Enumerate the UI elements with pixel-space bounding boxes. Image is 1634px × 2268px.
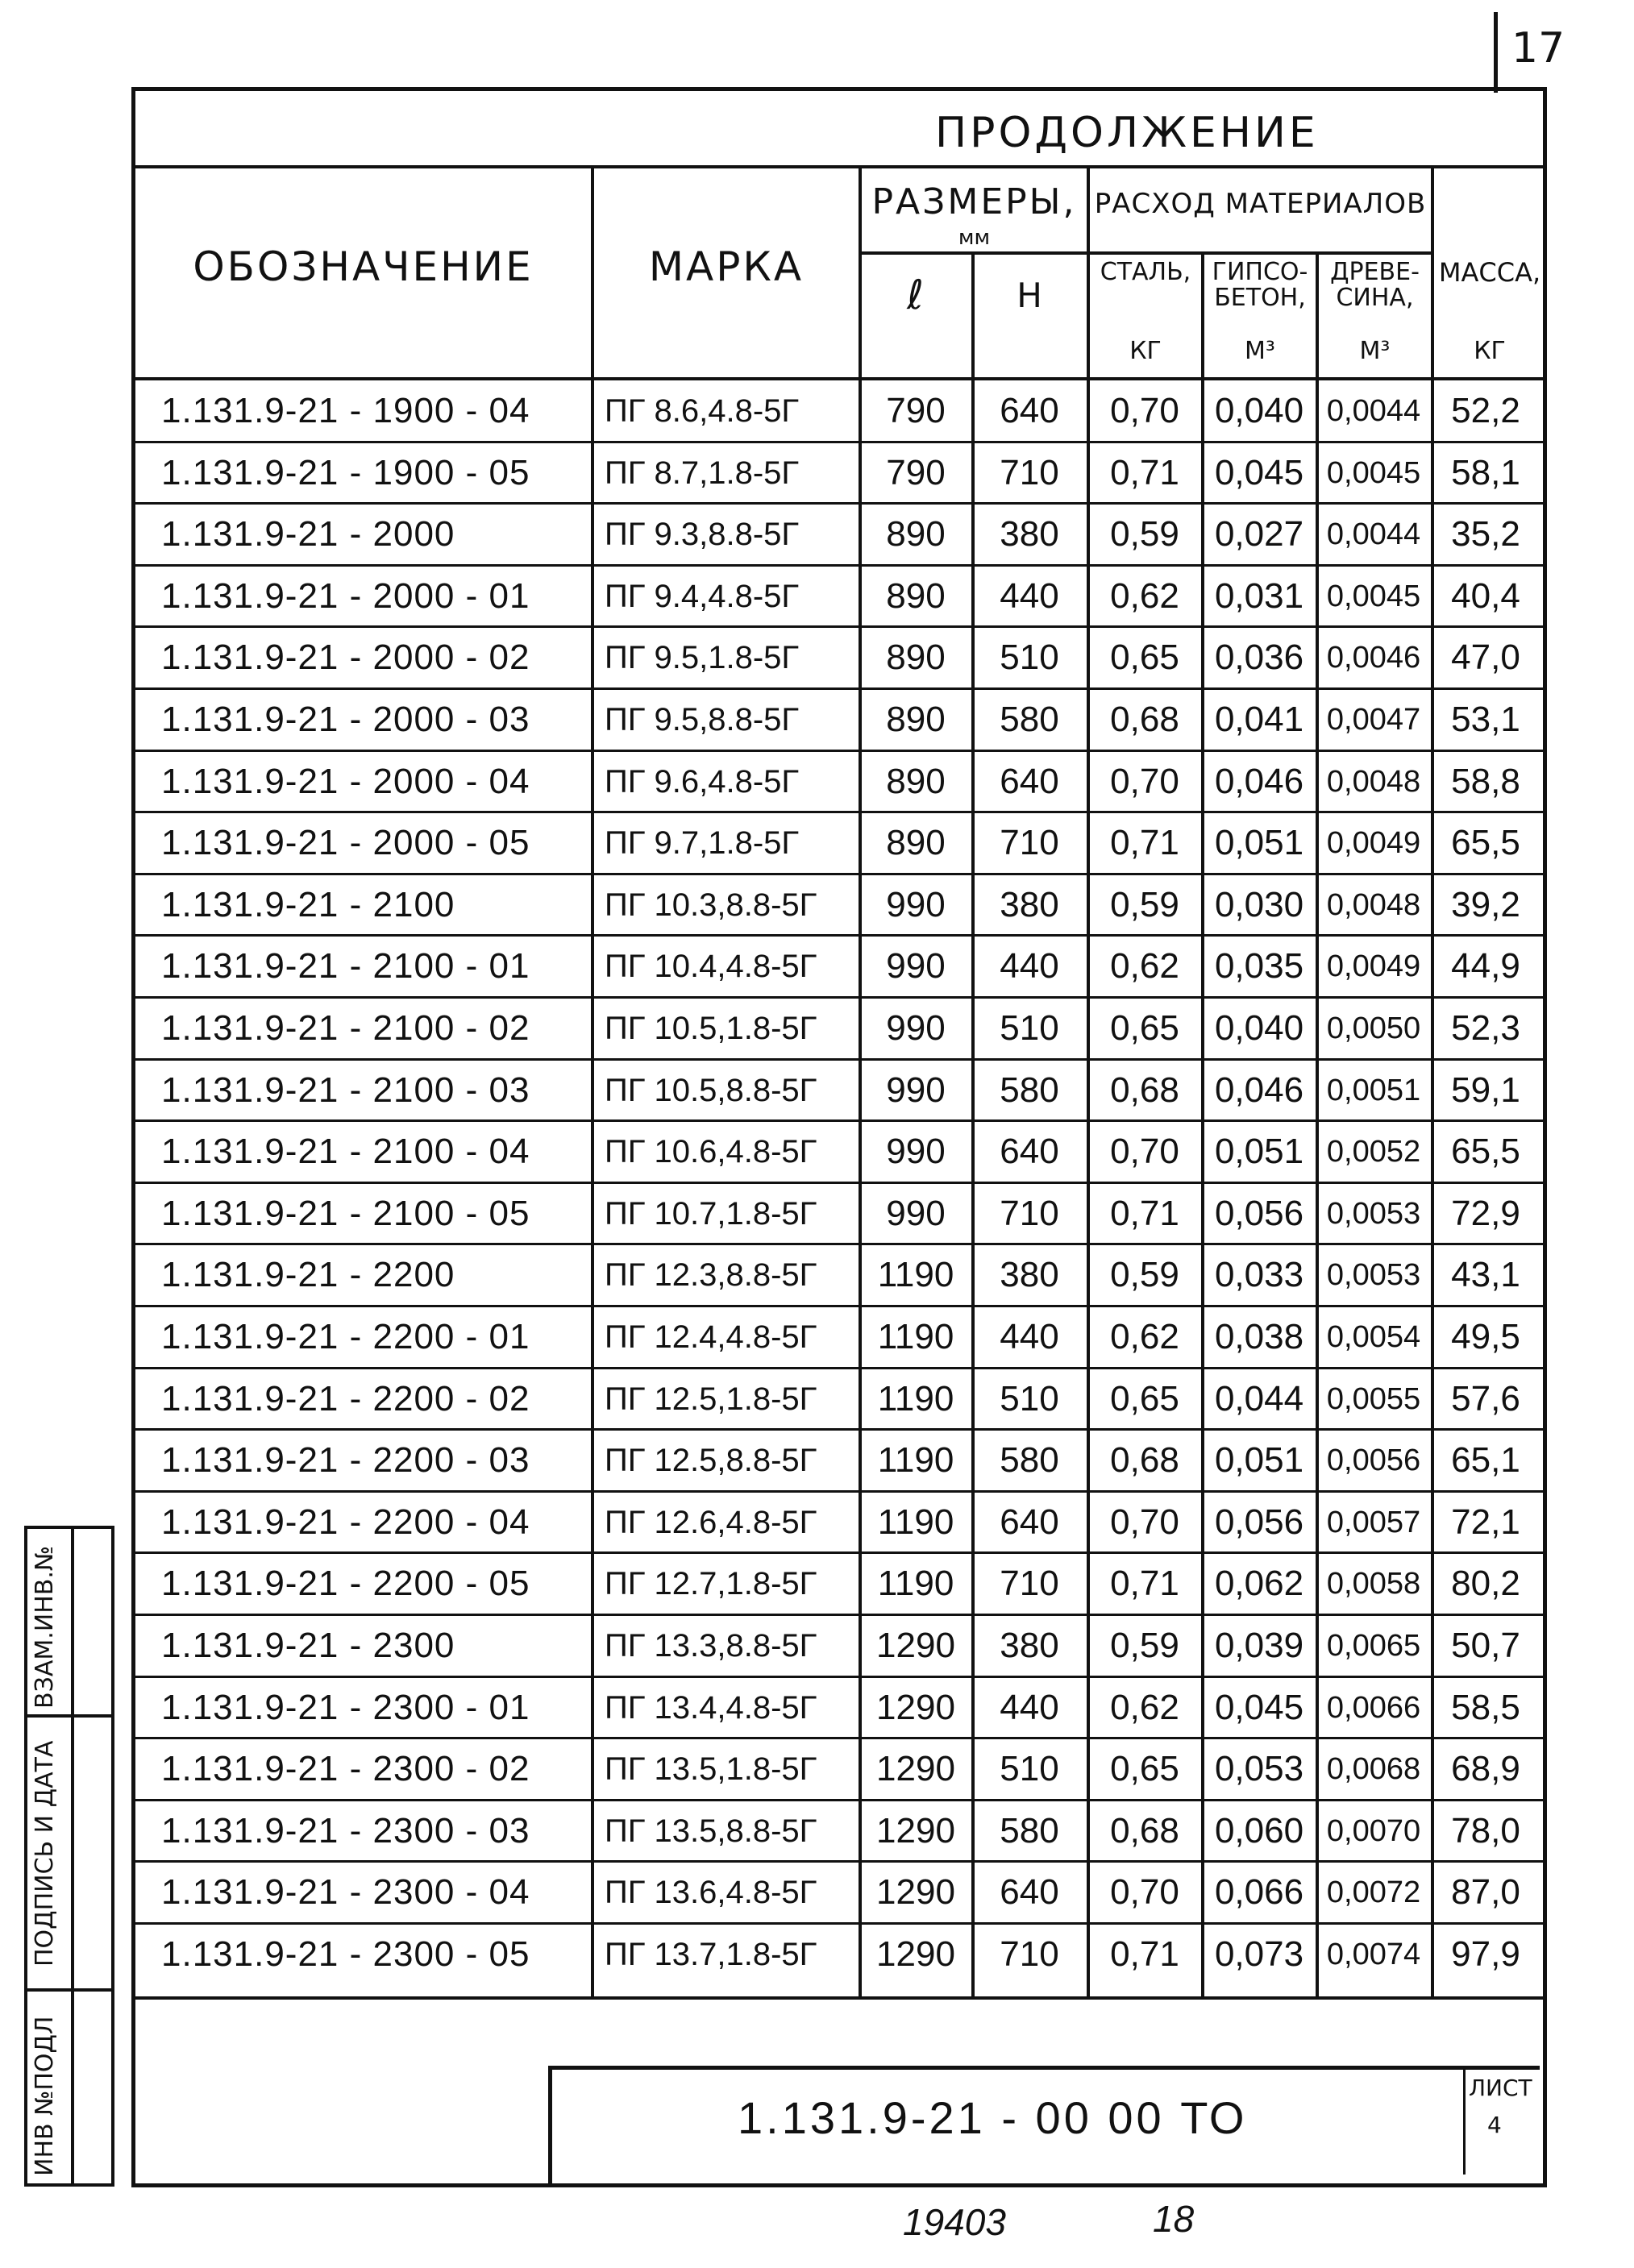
cell-mark: ПГ 10.3,8.8-5Г [605, 887, 817, 923]
cell-l: 1190 [877, 1255, 954, 1294]
row-divider [131, 1614, 1547, 1616]
cell-steel: 0,68 [1110, 1070, 1179, 1110]
header-top-line [131, 165, 1547, 168]
row-divider [131, 625, 1547, 628]
cell-gypsum: 0,046 [1214, 1070, 1304, 1110]
cell-mark: ПГ 12.4,4.8-5Г [605, 1319, 817, 1355]
header-steel: СТАЛЬ, [1100, 258, 1191, 286]
cell-l: 990 [886, 946, 946, 986]
cell-steel: 0,62 [1110, 946, 1179, 986]
cell-l: 1290 [876, 1626, 955, 1665]
row-divider [131, 750, 1547, 752]
cell-mass: 68,9 [1451, 1749, 1520, 1788]
col-line-wood [1316, 251, 1319, 1996]
cell-h: 440 [1000, 946, 1059, 986]
cell-gypsum: 0,033 [1214, 1255, 1304, 1294]
cell-steel: 0,70 [1110, 1872, 1179, 1912]
cell-gypsum: 0,073 [1214, 1934, 1304, 1974]
cell-l: 1290 [876, 1688, 955, 1727]
cell-steel: 0,65 [1110, 638, 1179, 677]
cell-mark: ПГ 8.7,1.8-5Г [605, 455, 800, 491]
cell-l: 1190 [877, 1379, 954, 1419]
cell-mark: ПГ 13.6,4.8-5Г [605, 1875, 817, 1910]
row-divider [131, 441, 1547, 443]
cell-gypsum: 0,062 [1214, 1564, 1304, 1603]
header-designation: ОБОЗНАЧЕНИЕ [193, 243, 534, 290]
cell-h: 710 [1000, 453, 1059, 492]
cell-h: 640 [1000, 1872, 1059, 1912]
cell-steel: 0,70 [1110, 1502, 1179, 1542]
cell-wood: 0,0066 [1326, 1691, 1421, 1725]
cell-steel: 0,70 [1110, 762, 1179, 801]
cell-code: 1.131.9-21 - 2100 - 03 [161, 1070, 530, 1110]
cell-h: 580 [1000, 700, 1059, 739]
cell-code: 1.131.9-21 - 2000 - 05 [161, 823, 530, 862]
cell-steel: 0,71 [1110, 1934, 1179, 1974]
cell-mark: ПГ 10.4,4.8-5Г [605, 949, 817, 984]
header-dimensions-unit: мм [958, 226, 991, 250]
cell-mark: ПГ 10.5,8.8-5Г [605, 1073, 817, 1108]
cell-gypsum: 0,039 [1214, 1626, 1304, 1665]
row-divider [131, 1860, 1547, 1863]
cell-l: 990 [886, 1008, 946, 1048]
row-divider [131, 687, 1547, 690]
cell-wood: 0,0068 [1326, 1752, 1421, 1786]
cell-mass: 39,2 [1451, 885, 1520, 924]
row-divider [131, 1367, 1547, 1369]
cell-gypsum: 0,051 [1214, 1440, 1304, 1480]
cell-steel: 0,70 [1110, 391, 1179, 430]
cell-steel: 0,62 [1110, 1688, 1179, 1727]
cell-gypsum: 0,046 [1214, 762, 1304, 801]
cell-wood: 0,0044 [1326, 394, 1421, 428]
cell-l: 890 [886, 576, 946, 616]
header-dimensions: РАЗМЕРЫ, [871, 181, 1077, 222]
side-divider-1 [24, 1714, 114, 1718]
cell-mass: 43,1 [1451, 1255, 1520, 1294]
cell-steel: 0,65 [1110, 1379, 1179, 1419]
cell-h: 510 [1000, 1008, 1059, 1048]
cell-wood: 0,0044 [1326, 517, 1421, 551]
cell-steel: 0,59 [1110, 1626, 1179, 1665]
sheet-number: 4 [1487, 2112, 1502, 2138]
cell-h: 580 [1000, 1070, 1059, 1110]
cell-code: 1.131.9-21 - 2300 [161, 1626, 455, 1665]
cell-wood: 0,0053 [1326, 1197, 1421, 1231]
cell-code: 1.131.9-21 - 2300 - 02 [161, 1749, 530, 1788]
cell-mass: 78,0 [1451, 1811, 1520, 1851]
cell-mass: 52,2 [1451, 391, 1520, 430]
cell-steel: 0,71 [1110, 1194, 1179, 1233]
cell-mass: 65,1 [1451, 1440, 1520, 1480]
side-divider-2 [24, 1988, 114, 1992]
cell-steel: 0,62 [1110, 1317, 1179, 1356]
cell-wood: 0,0056 [1326, 1443, 1421, 1477]
cell-mass: 97,9 [1451, 1934, 1520, 1974]
cell-wood: 0,0046 [1326, 641, 1421, 675]
cell-code: 1.131.9-21 - 2100 - 02 [161, 1008, 530, 1048]
cell-wood: 0,0051 [1326, 1074, 1421, 1107]
cell-mark: ПГ 12.5,8.8-5Г [605, 1443, 817, 1478]
col-line-steel [1087, 165, 1090, 1996]
cell-l: 1290 [876, 1934, 955, 1974]
cell-steel: 0,65 [1110, 1749, 1179, 1788]
cell-mark: ПГ 13.5,8.8-5Г [605, 1813, 817, 1849]
cell-l: 990 [886, 1194, 946, 1233]
row-divider [131, 873, 1547, 875]
cell-wood: 0,0047 [1326, 703, 1421, 737]
cell-h: 510 [1000, 1379, 1059, 1419]
archive-number: 19403 [903, 2201, 1006, 2243]
cell-code: 1.131.9-21 - 2000 - 02 [161, 638, 530, 677]
header-dim-l: ℓ [907, 272, 926, 318]
cell-code: 1.131.9-21 - 2200 - 03 [161, 1440, 530, 1480]
cell-l: 790 [886, 453, 946, 492]
cell-l: 1190 [877, 1502, 954, 1542]
cell-wood: 0,0048 [1326, 888, 1421, 922]
header-gypsum: ГИПСО-БЕТОН, [1212, 258, 1308, 312]
cell-code: 1.131.9-21 - 2300 - 03 [161, 1811, 530, 1851]
cell-h: 510 [1000, 1749, 1059, 1788]
cell-mark: ПГ 9.7,1.8-5Г [605, 825, 800, 861]
row-divider [131, 811, 1547, 813]
col-line-l [859, 165, 862, 1996]
cell-gypsum: 0,066 [1214, 1872, 1304, 1912]
cell-code: 1.131.9-21 - 2200 - 05 [161, 1564, 530, 1603]
cell-l: 890 [886, 823, 946, 862]
cell-gypsum: 0,045 [1214, 1688, 1304, 1727]
cell-h: 640 [1000, 762, 1059, 801]
row-divider [131, 996, 1547, 999]
cell-mark: ПГ 9.5,8.8-5Г [605, 702, 800, 737]
cell-wood: 0,0055 [1326, 1382, 1421, 1416]
cell-h: 440 [1000, 1317, 1059, 1356]
cell-mass: 50,7 [1451, 1626, 1520, 1665]
cell-mass: 65,5 [1451, 1132, 1520, 1171]
cell-l: 990 [886, 885, 946, 924]
cell-code: 1.131.9-21 - 2100 - 01 [161, 946, 530, 986]
row-divider [131, 934, 1547, 937]
cell-mass: 58,5 [1451, 1688, 1520, 1727]
cell-code: 1.131.9-21 - 2000 - 03 [161, 700, 530, 739]
cell-mark: ПГ 13.5,1.8-5Г [605, 1751, 817, 1787]
cell-mass: 72,1 [1451, 1502, 1520, 1542]
cell-mark: ПГ 8.6,4.8-5Г [605, 393, 800, 429]
cell-mark: ПГ 9.6,4.8-5Г [605, 764, 800, 800]
cell-gypsum: 0,044 [1214, 1379, 1304, 1419]
cell-l: 1290 [876, 1749, 955, 1788]
page-number: 17 [1511, 24, 1565, 73]
cell-steel: 0,71 [1110, 823, 1179, 862]
cell-gypsum: 0,030 [1214, 885, 1304, 924]
row-divider [131, 1922, 1547, 1925]
header-wood: ДРЕВЕ-СИНА, [1330, 258, 1420, 312]
cell-wood: 0,0048 [1326, 765, 1421, 799]
cell-gypsum: 0,051 [1214, 823, 1304, 862]
row-divider [131, 1551, 1547, 1554]
cell-wood: 0,0074 [1326, 1938, 1421, 1971]
cell-mass: 47,0 [1451, 638, 1520, 677]
cell-steel: 0,59 [1110, 514, 1179, 554]
header-dim-h: Н [1017, 276, 1045, 315]
cell-wood: 0,0065 [1326, 1629, 1421, 1663]
cell-mark: ПГ 13.4,4.8-5Г [605, 1690, 817, 1726]
cell-code: 1.131.9-21 - 2200 - 02 [161, 1379, 530, 1419]
sheet-count: 18 [1153, 2198, 1195, 2240]
col-line-mark [591, 165, 594, 1996]
cell-code: 1.131.9-21 - 2100 - 05 [161, 1194, 530, 1233]
header-mark: МАРКА [648, 243, 805, 290]
cell-gypsum: 0,040 [1214, 1008, 1304, 1048]
document-code: 1.131.9-21 - 00 00 ТО [738, 2092, 1248, 2143]
cell-l: 1190 [877, 1440, 954, 1480]
cell-mark: ПГ 13.7,1.8-5Г [605, 1937, 817, 1972]
cell-code: 1.131.9-21 - 2300 - 05 [161, 1934, 530, 1974]
row-divider [131, 1428, 1547, 1431]
row-divider [131, 502, 1547, 505]
header-materials: РАСХОД МАТЕРИАЛОВ [1094, 188, 1427, 220]
cell-mass: 57,6 [1451, 1379, 1520, 1419]
cell-mass: 80,2 [1451, 1564, 1520, 1603]
cell-code: 1.131.9-21 - 1900 - 05 [161, 453, 530, 492]
col-line-gypsum [1201, 251, 1204, 1996]
cell-gypsum: 0,056 [1214, 1194, 1304, 1233]
cell-wood: 0,0072 [1326, 1875, 1421, 1909]
side-label-signature-date: ПОДПИСЬ И ДАТА [31, 1740, 59, 1967]
cell-steel: 0,59 [1110, 1255, 1179, 1294]
cell-mark: ПГ 9.5,1.8-5Г [605, 640, 800, 675]
page-number-divider [1494, 12, 1498, 93]
row-divider [131, 1119, 1547, 1122]
cell-code: 1.131.9-21 - 2200 - 01 [161, 1317, 530, 1356]
cell-l: 890 [886, 700, 946, 739]
row-divider [131, 1737, 1547, 1739]
cell-h: 640 [1000, 1132, 1059, 1171]
cell-wood: 0,0053 [1326, 1258, 1421, 1292]
row-divider [131, 1490, 1547, 1493]
cell-mark: ПГ 13.3,8.8-5Г [605, 1628, 817, 1664]
cell-mark: ПГ 9.3,8.8-5Г [605, 517, 800, 552]
cell-code: 1.131.9-21 - 2200 - 04 [161, 1502, 530, 1542]
cell-h: 380 [1000, 1626, 1059, 1665]
cell-gypsum: 0,031 [1214, 576, 1304, 616]
cell-l: 990 [886, 1070, 946, 1110]
cell-steel: 0,71 [1110, 1564, 1179, 1603]
cell-gypsum: 0,038 [1214, 1317, 1304, 1356]
cell-code: 1.131.9-21 - 1900 - 04 [161, 391, 530, 430]
cell-mass: 87,0 [1451, 1872, 1520, 1912]
cell-l: 1190 [877, 1317, 954, 1356]
cell-gypsum: 0,060 [1214, 1811, 1304, 1851]
cell-h: 440 [1000, 1688, 1059, 1727]
header-wood-unit: М³ [1359, 337, 1391, 365]
cell-mark: ПГ 10.6,4.8-5Г [605, 1134, 817, 1169]
cell-l: 890 [886, 762, 946, 801]
cell-l: 990 [886, 1132, 946, 1171]
cell-mass: 44,9 [1451, 946, 1520, 986]
cell-wood: 0,0045 [1326, 456, 1421, 490]
cell-wood: 0,0057 [1326, 1506, 1421, 1539]
cell-wood: 0,0052 [1326, 1135, 1421, 1169]
side-inner-line [71, 1526, 74, 2187]
cell-mass: 40,4 [1451, 576, 1520, 616]
cell-mark: ПГ 10.5,1.8-5Г [605, 1011, 817, 1046]
cell-code: 1.131.9-21 - 2000 [161, 514, 455, 554]
cell-wood: 0,0049 [1326, 949, 1421, 983]
header-mass: МАССА, [1438, 257, 1541, 288]
cell-mark: ПГ 12.7,1.8-5Г [605, 1566, 817, 1601]
row-divider [131, 1058, 1547, 1061]
header-sub-line [859, 251, 1431, 255]
cell-h: 640 [1000, 1502, 1059, 1542]
cell-h: 710 [1000, 1194, 1059, 1233]
cell-l: 1290 [876, 1872, 955, 1912]
cell-h: 440 [1000, 576, 1059, 616]
cell-code: 1.131.9-21 - 2000 - 04 [161, 762, 530, 801]
cell-code: 1.131.9-21 - 2000 - 01 [161, 576, 530, 616]
side-label-original-inv: ИНВ №ПОДЛ [31, 2016, 59, 2176]
cell-h: 380 [1000, 514, 1059, 554]
sheet-label: ЛИСТ [1469, 2075, 1532, 2101]
continuation-title: ПРОДОЛЖЕНИЕ [935, 109, 1319, 157]
row-divider [131, 1799, 1547, 1801]
row-divider [131, 1676, 1547, 1678]
cell-wood: 0,0049 [1326, 826, 1421, 860]
header-steel-unit: КГ [1129, 337, 1162, 365]
cell-l: 790 [886, 391, 946, 430]
cell-h: 640 [1000, 391, 1059, 430]
row-divider [131, 1182, 1547, 1184]
cell-gypsum: 0,053 [1214, 1749, 1304, 1788]
cell-h: 510 [1000, 638, 1059, 677]
cell-mass: 72,9 [1451, 1194, 1520, 1233]
cell-h: 710 [1000, 1564, 1059, 1603]
cell-steel: 0,70 [1110, 1132, 1179, 1171]
cell-code: 1.131.9-21 - 2300 - 01 [161, 1688, 530, 1727]
cell-h: 580 [1000, 1440, 1059, 1480]
col-line-h [971, 251, 975, 1996]
cell-wood: 0,0045 [1326, 579, 1421, 613]
col-line-mass [1431, 165, 1434, 1996]
cell-code: 1.131.9-21 - 2100 [161, 885, 455, 924]
cell-steel: 0,68 [1110, 1811, 1179, 1851]
side-label-replacement-inv: ВЗАМ.ИНВ.№ [31, 1545, 59, 1709]
cell-mass: 59,1 [1451, 1070, 1520, 1110]
cell-gypsum: 0,051 [1214, 1132, 1304, 1171]
cell-wood: 0,0070 [1326, 1814, 1421, 1848]
cell-gypsum: 0,040 [1214, 391, 1304, 430]
cell-h: 710 [1000, 823, 1059, 862]
table-bottom-line [131, 1996, 1547, 2000]
cell-mark: ПГ 10.7,1.8-5Г [605, 1196, 817, 1232]
cell-wood: 0,0054 [1326, 1320, 1421, 1354]
cell-l: 890 [886, 514, 946, 554]
cell-l: 1190 [877, 1564, 954, 1603]
cell-code: 1.131.9-21 - 2300 - 04 [161, 1872, 530, 1912]
cell-steel: 0,68 [1110, 700, 1179, 739]
cell-mass: 58,1 [1451, 453, 1520, 492]
header-gypsum-unit: М³ [1245, 337, 1275, 365]
cell-mark: ПГ 9.4,4.8-5Г [605, 579, 800, 614]
row-divider [131, 1305, 1547, 1307]
cell-steel: 0,59 [1110, 885, 1179, 924]
cell-h: 710 [1000, 1934, 1059, 1974]
cell-mass: 49,5 [1451, 1317, 1520, 1356]
header-mass-unit: КГ [1474, 337, 1506, 365]
cell-wood: 0,0050 [1326, 1011, 1421, 1045]
cell-l: 890 [886, 638, 946, 677]
cell-mass: 52,3 [1451, 1008, 1520, 1048]
cell-mass: 35,2 [1451, 514, 1520, 554]
cell-mass: 65,5 [1451, 823, 1520, 862]
cell-mark: ПГ 12.5,1.8-5Г [605, 1381, 817, 1417]
cell-mass: 58,8 [1451, 762, 1520, 801]
cell-h: 380 [1000, 885, 1059, 924]
cell-mark: ПГ 12.6,4.8-5Г [605, 1505, 817, 1540]
cell-wood: 0,0058 [1326, 1567, 1421, 1601]
cell-mass: 53,1 [1451, 700, 1520, 739]
cell-gypsum: 0,035 [1214, 946, 1304, 986]
cell-steel: 0,68 [1110, 1440, 1179, 1480]
cell-gypsum: 0,045 [1214, 453, 1304, 492]
row-divider [131, 564, 1547, 567]
cell-gypsum: 0,027 [1214, 514, 1304, 554]
cell-h: 580 [1000, 1811, 1059, 1851]
cell-gypsum: 0,041 [1214, 700, 1304, 739]
cell-gypsum: 0,056 [1214, 1502, 1304, 1542]
cell-mark: ПГ 12.3,8.8-5Г [605, 1257, 817, 1293]
cell-code: 1.131.9-21 - 2100 - 04 [161, 1132, 530, 1171]
row-divider [131, 1243, 1547, 1245]
cell-steel: 0,71 [1110, 453, 1179, 492]
cell-l: 1290 [876, 1811, 955, 1851]
cell-steel: 0,62 [1110, 576, 1179, 616]
cell-code: 1.131.9-21 - 2200 [161, 1255, 455, 1294]
cell-steel: 0,65 [1110, 1008, 1179, 1048]
cell-h: 380 [1000, 1255, 1059, 1294]
cell-gypsum: 0,036 [1214, 638, 1304, 677]
